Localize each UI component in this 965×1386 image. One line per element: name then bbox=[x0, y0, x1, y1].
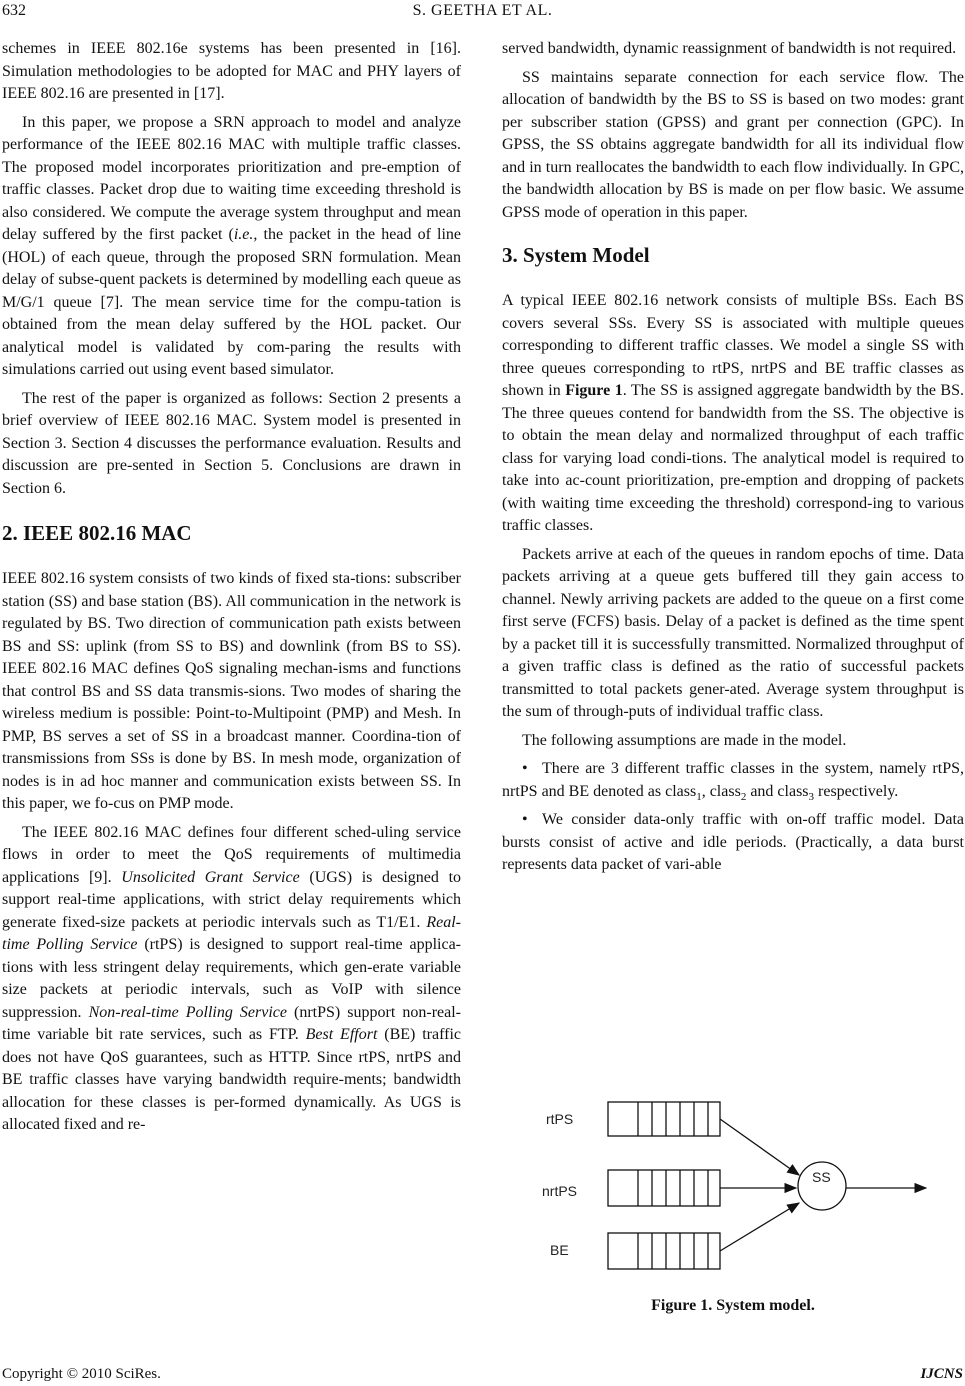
bullet-item: • There are 3 different traffic classes in the system, namely rtPS, nrtPS and BE denoted as class$_1$, class$_2$ and class$_3$ respectively. bbox=[502, 760, 964, 803]
section-heading: 2. IEEE 802.16 MAC bbox=[2, 521, 192, 545]
paragraph: served bandwidth, dynamic reassignment of bandwidth is not required. bbox=[502, 40, 957, 57]
system-model-diagram bbox=[528, 1088, 948, 1298]
running-title: S. GEETHA ET AL. bbox=[412, 2, 553, 19]
page-header bbox=[0, 2, 965, 24]
figure-caption: Figure 1. System model. bbox=[651, 1297, 815, 1314]
queue-label-nrtps: nrtPS bbox=[542, 1183, 578, 1199]
section-heading: 3. System Model bbox=[502, 243, 650, 267]
right-column bbox=[502, 38, 964, 883]
system-model-figure bbox=[528, 1088, 948, 1298]
paragraph: Packets arrive at each of the queues in random epochs of time. Data packets arriving at a queue gets buffered till they gain access to channel. Newly arriving packets are added to the queue on a first come first serve (FCFS) basis. Delay of a packet is defined as the time spent by a packet till it is successfully transmitted. Normalized throughput of a given traffic class is defined as the ratio of successful packets transmitted to total packets gener-ated. Average system throughput is the sum of through-puts of individual traffic class. bbox=[502, 545, 964, 720]
queue-be bbox=[608, 1233, 720, 1269]
paragraph: The IEEE 802.16 MAC defines four different sched-uling service flows in order to meet the QoS requirements of multimedia applications [9]. Unsolicited Grant Service (UGS) is designed to support real-time applications, with strict delay requirements which generate fixed-size packets at periodic intervals such as T1/E1. Real-time Polling Service (rtPS) is designed to support real-time applica-tions with less stringent delay requirements, which gen-erate variable size packets at periodic intervals, such as VoIP with silence suppression. Non-real-time Polling Service (nrtPS) support non-real-time variable bit rate services, such as FTP. Best Effort (BE) traffic does not have QoS guarantees, such as HTTP. Since rtPS, nrtPS and BE traffic classes have varying bandwidth require-ments; bandwidth allocation for these classes is per-formed dynamically. As UGS is allocated fixed and re- bbox=[2, 823, 462, 1133]
paragraph: The rest of the paper is organized as follows: Section 2 presents a brief overview of IEEE 802.16 MAC. System model is presented in Section 3. Section 4 discusses the performance evaluation. Results and discussion are pre-sented in Section 5. Conclusions are drawn in Section 6. bbox=[2, 389, 461, 497]
paragraph: IEEE 802.16 system consists of two kinds of fixed sta-tions: subscriber station (SS) and base station (BS). All communication in the network is regulated by BS. Two direction of communication path exists between BS and SS: uplink (from SS to BS) and downlink (from BS to SS). IEEE 802.16 MAC defines QoS signaling mechan-isms and functions that control BS and SS data transmis-sions. Two modes of sharing the wireless medium is possible: Point-to-Multipoint (PMP) and Mesh. In PMP, BS serves a set of SS in a broadcast manner. Coordina-tion of transmissions from SSs is done by BS. In mesh mode, organization of nodes is in ad hoc manner and communication exists between SS. In this paper, we fo-cus on PMP mode. bbox=[2, 570, 461, 812]
journal-name: IJCNS bbox=[920, 1366, 963, 1382]
left-column bbox=[2, 38, 461, 1143]
paragraph: The following assumptions are made in the model. bbox=[522, 731, 847, 749]
copyright-notice: Copyright © 2010 SciRes. bbox=[2, 1366, 161, 1382]
bullet-item: • We consider data-only traffic with on-off traffic model. Data bursts consist of active and idle periods. (Practically, a data burst represents data packet of vari-able bbox=[502, 811, 964, 873]
paragraph: In this paper, we propose a SRN approach to model and analyze performance of the IEEE 802.16 MAC with multiple traffic classes. The proposed model incorporates prioritization and pre-emption of traffic classes. Packet drop due to waiting time exceeding threshold is also considered. We compute the average system throughput and mean delay suffered by the first packet (i.e., the packet in the head of line (HOL) of each queue, through the proposed SRN formulation. Mean delay of subse-quent packets is determined by modelling each queue as M/G/1 queue [7]. The mean service time for the compu-tation is obtained from the mean delay suffered by the HOL packet. Our analytical model is validated by com-paring the results with simulations carried out using event based simulator. bbox=[2, 113, 462, 378]
page-number: 632 bbox=[2, 2, 26, 19]
queue-nrtps bbox=[608, 1170, 720, 1206]
queue-rtps bbox=[608, 1102, 720, 1136]
bullet-icon: • bbox=[522, 811, 528, 828]
queue-label-be: BE bbox=[550, 1242, 569, 1258]
server-label: SS bbox=[812, 1169, 831, 1185]
paragraph: A typical IEEE 802.16 network consists of multiple BSs. Each BS covers several SSs. Every SS is associated with multiple queues corresponding to different traffic classes. We model a single SS with three queues corresponding to rtPS, nrtPS and BE traffic classes as shown in Figure 1. The SS is assigned aggregate bandwidth by the BS. The three queues contend for bandwidth from the SS. The objective is to obtain the mean delay and normalized throughput of each traffic class for varying load condi-tions. The analytical model is required to take into ac-count prioritization, pre-emption and dropping of packets (with waiting time exceeding the threshold) correspond-ing to various traffic classes. bbox=[502, 292, 965, 534]
bullet-icon: • bbox=[522, 760, 528, 777]
queue-label-rtps: rtPS bbox=[546, 1111, 574, 1127]
paragraph: schemes in IEEE 802.16e systems has been presented in [16]. Simulation methodologies to be adopted for MAC and PHY layers of IEEE 802.16 are presented in [17]. bbox=[2, 40, 461, 102]
paragraph: SS maintains separate connection for each service flow. The allocation of bandwidth by the BS to SS is based on two modes: grant per subscriber station (GPSS) and grant per connection (GPC). In GPSS, the SS obtains aggregate bandwidth for all its individual flow and in turn reallocates the bandwidth to each flow individually. In GPC, the bandwidth allocation by BS is made on per flow basic. We assume GPSS mode of operation in this paper. bbox=[502, 68, 964, 221]
flow-arrows bbox=[720, 1119, 926, 1251]
